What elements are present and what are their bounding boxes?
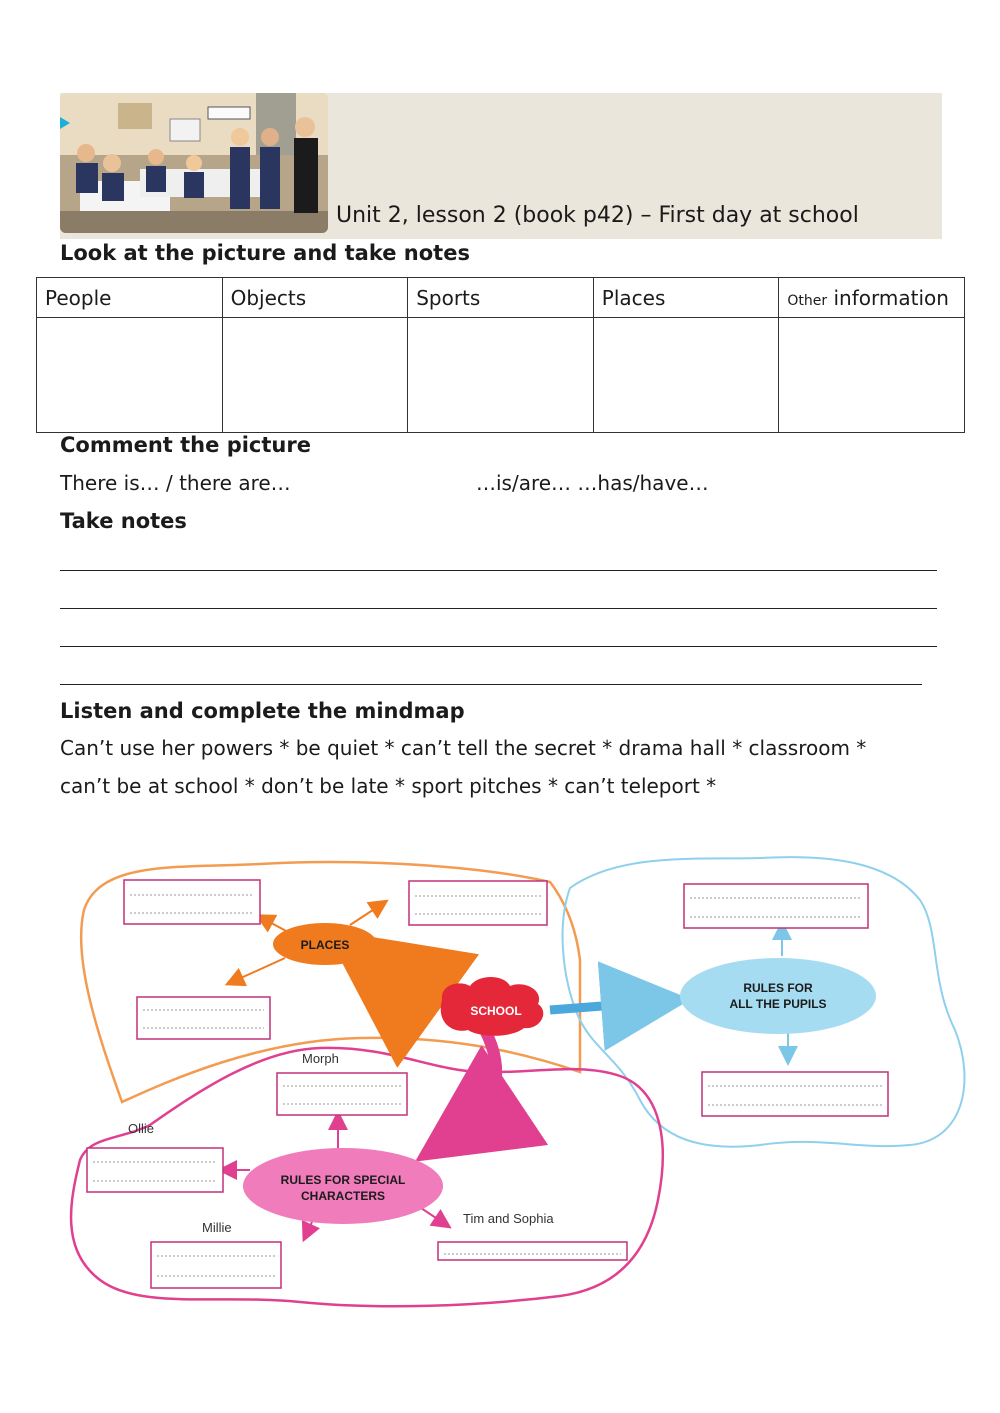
column-header-objects: Objects — [222, 278, 408, 318]
mindmap-heading: Listen and complete the mindmap — [60, 699, 465, 723]
answer-box-places-1[interactable] — [124, 880, 260, 924]
comment-heading: Comment the picture — [60, 433, 311, 457]
column-header-sports: Sports — [408, 278, 594, 318]
name-millie: Millie — [202, 1220, 232, 1235]
column-header-places: Places — [593, 278, 779, 318]
rules-all-label-line-2: ALL THE PUPILS — [729, 997, 827, 1011]
lesson-title: Unit 2, lesson 2 (book p42) – First day at school — [336, 203, 859, 228]
places-node — [273, 923, 377, 965]
rules-all-label-line-1: RULES FOR — [743, 981, 813, 995]
name-ollie: Ollie — [128, 1121, 155, 1136]
answer-cell-people[interactable] — [37, 318, 223, 433]
name-tim-and-sophia: Tim and Sophia — [463, 1211, 554, 1226]
school-node — [441, 977, 544, 1036]
prompt-is-are: …is/are… …has/have… — [476, 471, 709, 495]
places-label: PLACES — [300, 938, 350, 952]
rules-all-pupils-node — [680, 958, 876, 1034]
rules-special-characters-node — [243, 1148, 443, 1224]
word-bank-line-1: Can’t use her powers * be quiet * can’t tell the secret * drama hall * classroom * — [60, 736, 867, 760]
answer-box-rules-all-2[interactable] — [702, 1072, 888, 1116]
answer-box-places-2[interactable] — [409, 881, 547, 925]
writing-line[interactable] — [60, 570, 937, 571]
rules-special-label-line-2: CHARACTERS — [301, 1189, 385, 1203]
classroom-picture — [60, 93, 328, 233]
name-morph: Morph — [302, 1051, 339, 1066]
notes-heading: Look at the picture and take notes — [60, 241, 470, 265]
writing-line[interactable] — [60, 608, 937, 609]
word-bank-line-2: can’t be at school * don’t be late * sport pitches * can’t teleport * — [60, 774, 717, 798]
answer-box-millie[interactable] — [151, 1242, 281, 1288]
answer-box-places-3[interactable] — [137, 997, 270, 1039]
mindmap — [60, 840, 980, 1320]
answer-cell-sports[interactable] — [408, 318, 594, 433]
answer-box-tim-and-sophia[interactable] — [438, 1242, 627, 1260]
take-notes-heading: Take notes — [60, 509, 187, 533]
answer-box-rules-all-1[interactable] — [684, 884, 868, 928]
notes-table-header-row — [37, 278, 965, 318]
column-header-information: information — [827, 285, 949, 310]
answer-box-ollie[interactable] — [87, 1148, 223, 1192]
column-header-other-information — [779, 278, 965, 318]
school-label: SCHOOL — [470, 1004, 522, 1018]
writing-line[interactable] — [60, 684, 922, 685]
answer-cell-objects[interactable] — [222, 318, 408, 433]
notes-table-answer-row — [37, 318, 965, 433]
rules-special-label-line-1: RULES FOR SPECIAL — [280, 1173, 406, 1187]
column-header-people: People — [37, 278, 223, 318]
notes-table — [36, 277, 965, 433]
writing-line[interactable] — [60, 646, 937, 647]
answer-cell-places[interactable] — [593, 318, 779, 433]
school-to-rules-all-arrow — [550, 1002, 655, 1010]
answer-cell-other-information[interactable] — [779, 318, 965, 433]
column-header-other-small: Other — [787, 292, 828, 309]
prompt-there-is: There is… / there are… — [60, 471, 291, 495]
answer-box-morph[interactable] — [277, 1073, 407, 1115]
